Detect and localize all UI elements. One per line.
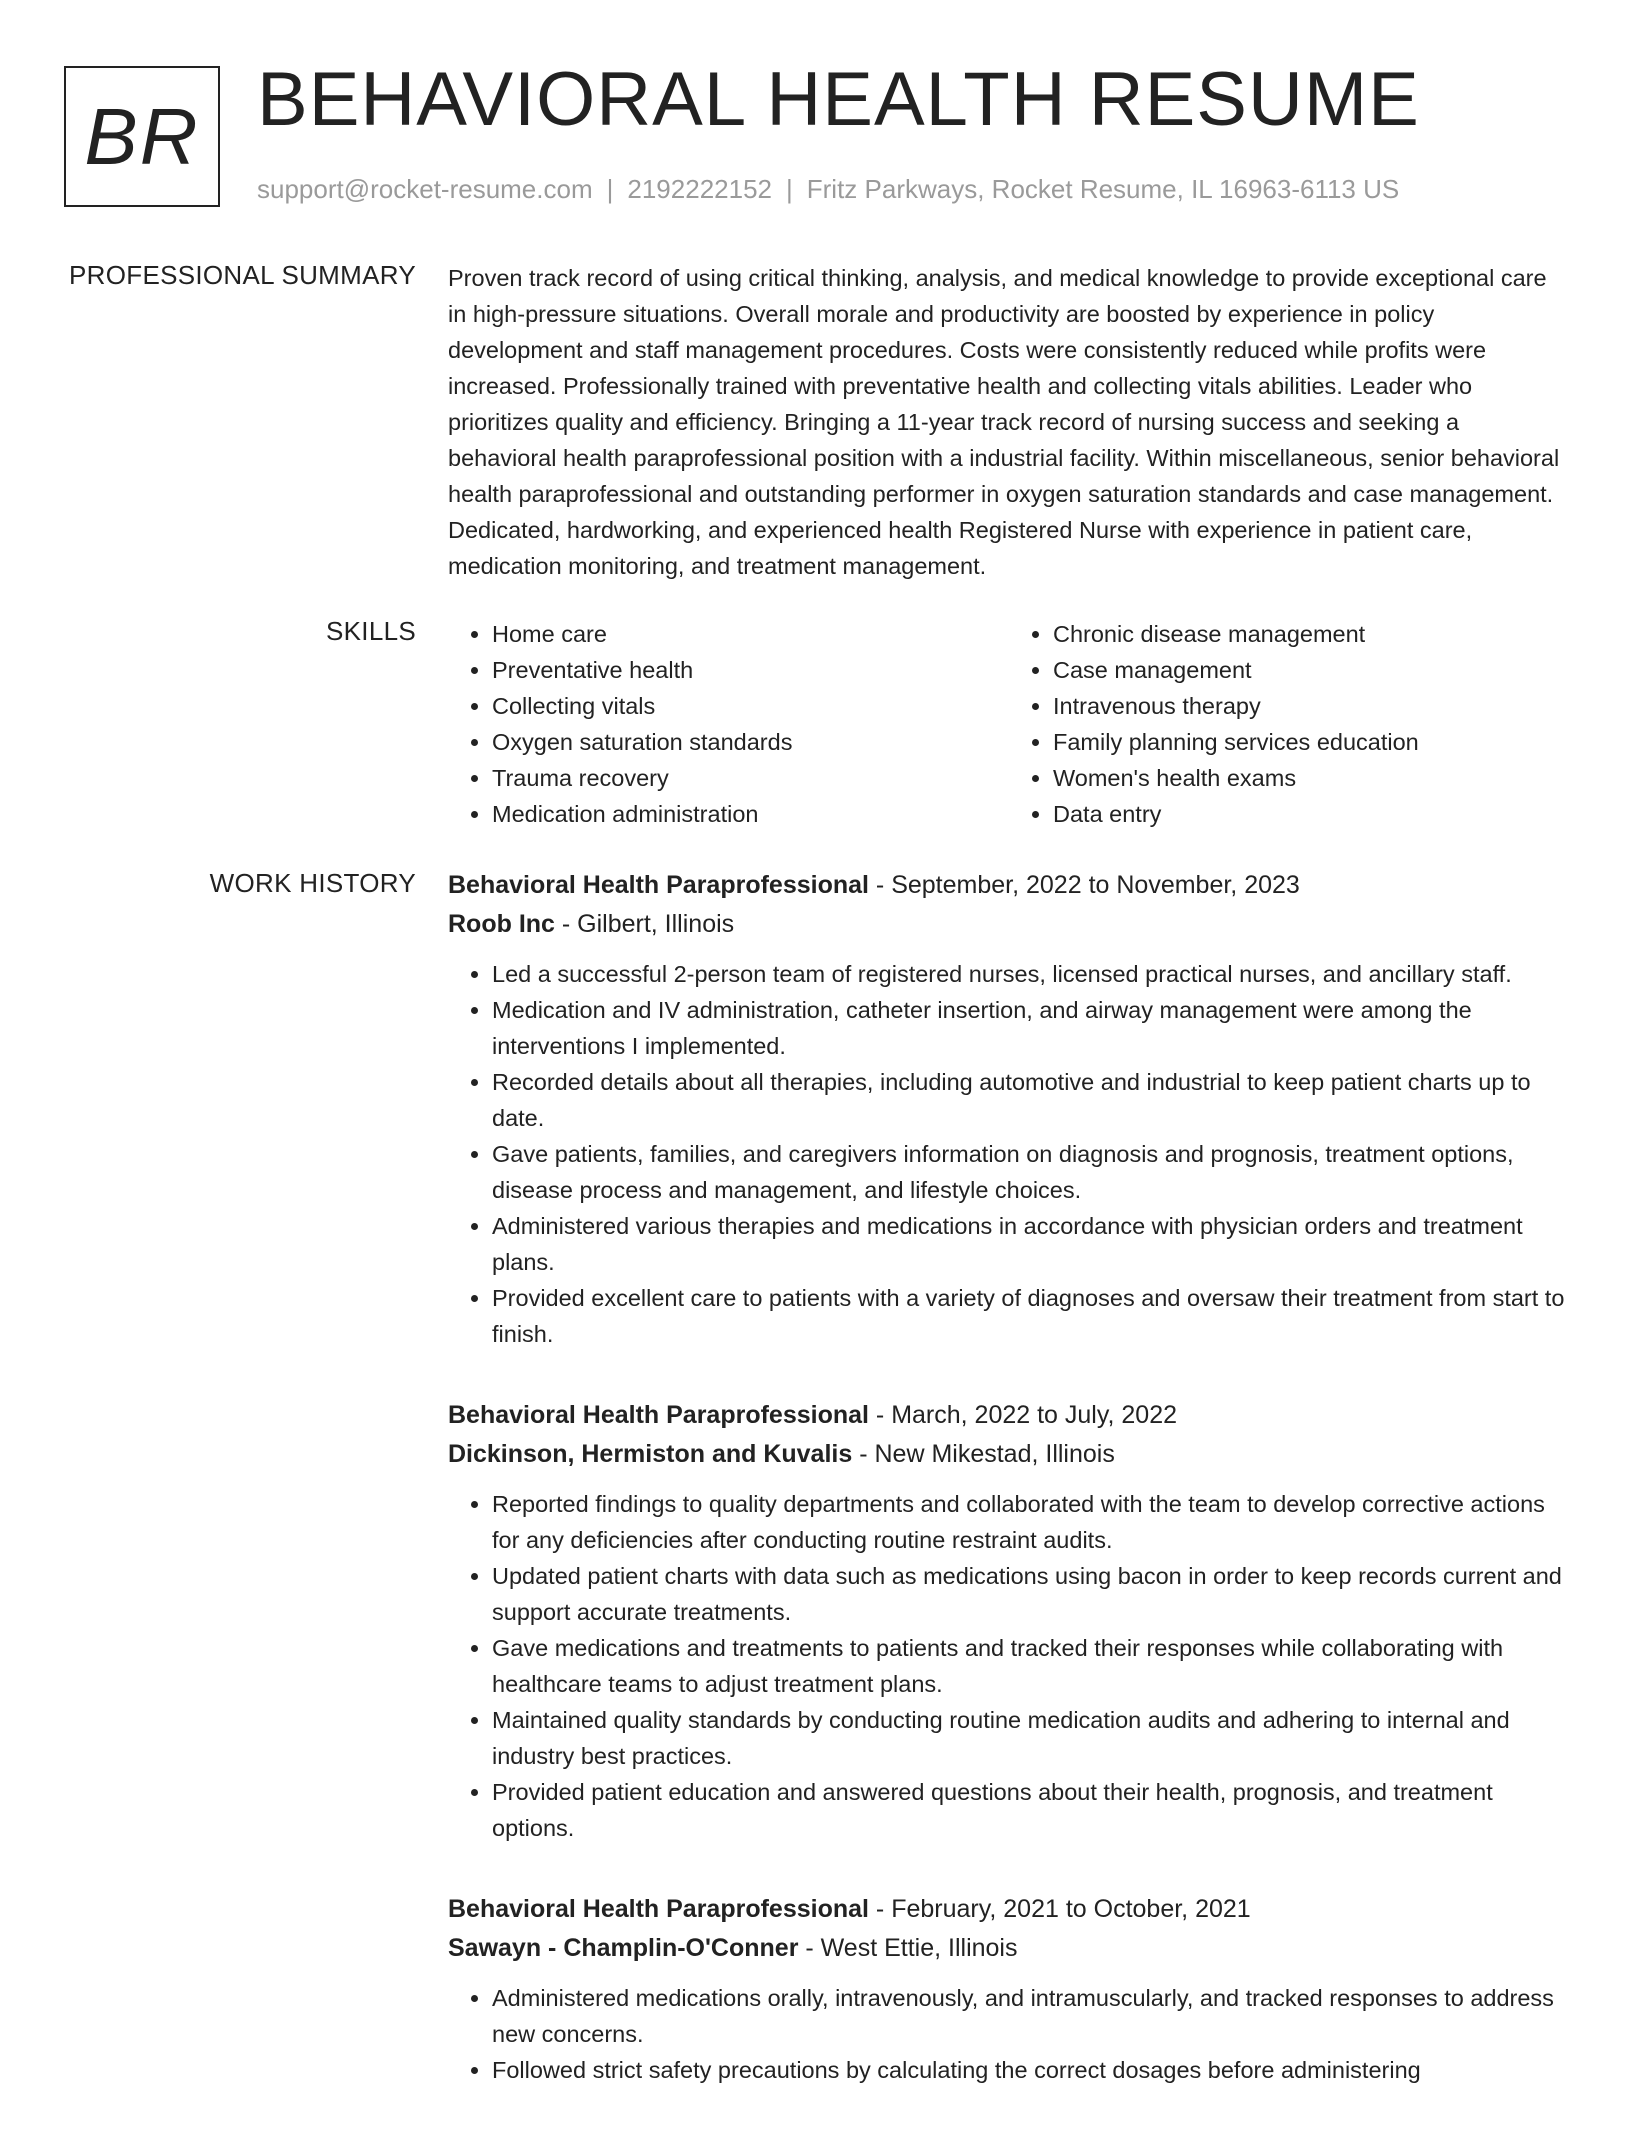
job-title: Behavioral Health Paraprofessional bbox=[448, 871, 869, 899]
job-bullet: • Updated patient charts with data such as medications using bacon in order to keep records current and support accurate treatments. bbox=[492, 1558, 1570, 1630]
job-bullet: • Reported findings to quality departments and collaborated with the team to develop corrective actions for any deficiencies after conducting routine restraint audits. bbox=[492, 1486, 1570, 1558]
job-company: Dickinson, Hermiston and Kuvalis bbox=[448, 1440, 853, 1468]
job-location: - West Ettie, Illinois bbox=[798, 1934, 1018, 1962]
job-title-line bbox=[448, 1890, 1570, 1929]
job-bullets bbox=[448, 956, 1570, 1352]
job-company-line bbox=[448, 1929, 1570, 1968]
contact-line bbox=[257, 174, 1399, 205]
contact-address: Fritz Parkways, Rocket Resume, IL 16963-6113 US bbox=[806, 174, 1400, 204]
resume-title: BEHAVIORAL HEALTH RESUME bbox=[257, 57, 1420, 142]
contact-separator: | bbox=[606, 174, 614, 204]
skill-item: • Collecting vitals bbox=[492, 688, 1009, 724]
job-title-line bbox=[448, 866, 1570, 905]
job-bullet: • Administered various therapies and medications in accordance with physician orders and treatment plans. bbox=[492, 1208, 1570, 1280]
work-history-heading: WORK HISTORY bbox=[209, 868, 416, 898]
job-bullet: • Medication and IV administration, catheter insertion, and airway management were among the interventions I implemented. bbox=[492, 992, 1570, 1064]
job-bullets bbox=[448, 1980, 1570, 2088]
job-bullet: • Followed strict safety precautions by calculating the correct dosages before administering bbox=[492, 2052, 1570, 2088]
job-location: - New Mikestad, Illinois bbox=[852, 1440, 1115, 1468]
job-entry bbox=[448, 1890, 1570, 2088]
summary-text: Proven track record of using critical thinking, analysis, and medical knowledge to provide exceptional care in high-pressure situations. Overall morale and productivity are boosted by experience in policy development and staff management procedures. Costs were consistently reduced while profits were increased. Professionally trained with preventative health and collecting vitals abilities. Leader who prioritizes quality and efficiency. Bringing a 11-year track record of nursing success and seeking a behavioral health paraprofessional position with a industrial facility. Within miscellaneous, senior behavioral health paraprofessional and outstanding performer in oxygen saturation standards and case management. Dedicated, hardworking, and experienced health Registered Nurse with experience in patient care, medication monitoring, and treatment management. bbox=[448, 265, 1560, 579]
job-dates: - March, 2022 to July, 2022 bbox=[868, 1401, 1178, 1429]
skill-item: • Intravenous therapy bbox=[1053, 688, 1570, 724]
skill-item: • Case management bbox=[1053, 652, 1570, 688]
skill-item: • Data entry bbox=[1053, 796, 1570, 832]
skills-list-left bbox=[448, 616, 1009, 832]
contact-phone: 2192222152 bbox=[627, 174, 772, 204]
job-bullet: • Maintained quality standards by conducting routine medication audits and adhering to internal and industry best practices. bbox=[492, 1702, 1570, 1774]
job-company-line bbox=[448, 1435, 1570, 1474]
skill-item: • Chronic disease management bbox=[1053, 616, 1570, 652]
job-dates: - February, 2021 to October, 2021 bbox=[868, 1895, 1251, 1923]
skills-list-right bbox=[1009, 616, 1570, 832]
skill-item: • Oxygen saturation standards bbox=[492, 724, 1009, 760]
job-dates: - September, 2022 to November, 2023 bbox=[868, 871, 1300, 899]
job-title-line bbox=[448, 1396, 1570, 1435]
monogram: BR bbox=[64, 66, 220, 207]
job-title: Behavioral Health Paraprofessional bbox=[448, 1401, 869, 1429]
job-company-line bbox=[448, 905, 1570, 944]
skill-item: • Home care bbox=[492, 616, 1009, 652]
job-company: Roob Inc bbox=[448, 910, 555, 938]
skills-heading: SKILLS bbox=[326, 616, 416, 646]
contact-separator: | bbox=[786, 174, 793, 204]
skill-item: • Women's health exams bbox=[1053, 760, 1570, 796]
job-location: - Gilbert, Illinois bbox=[554, 910, 735, 938]
job-entry bbox=[448, 1396, 1570, 1846]
job-bullet: • Administered medications orally, intravenously, and intramuscularly, and tracked responses to address new concerns. bbox=[492, 1980, 1570, 2052]
job-bullet: • Provided excellent care to patients with a variety of diagnoses and oversaw their treatment from start to finish. bbox=[492, 1280, 1570, 1352]
summary-heading: PROFESSIONAL SUMMARY bbox=[69, 260, 416, 290]
skill-item: • Medication administration bbox=[492, 796, 1009, 832]
job-bullet: • Gave medications and treatments to patients and tracked their responses while collaborating with healthcare teams to adjust treatment plans. bbox=[492, 1630, 1570, 1702]
skill-item: • Preventative health bbox=[492, 652, 1009, 688]
job-entry bbox=[448, 866, 1570, 1352]
job-bullet: • Gave patients, families, and caregivers information on diagnosis and prognosis, treatment options, disease process and management, and lifestyle choices. bbox=[492, 1136, 1570, 1208]
skill-item: • Family planning services education bbox=[1053, 724, 1570, 760]
skill-item: • Trauma recovery bbox=[492, 760, 1009, 796]
job-bullets bbox=[448, 1486, 1570, 1846]
job-bullet: • Provided patient education and answered questions about their health, prognosis, and treatment options. bbox=[492, 1774, 1570, 1846]
job-title: Behavioral Health Paraprofessional bbox=[448, 1895, 869, 1923]
contact-email: support@rocket-resume.com bbox=[257, 174, 593, 204]
job-bullet: • Recorded details about all therapies, including automotive and industrial to keep patient charts up to date. bbox=[492, 1064, 1570, 1136]
job-bullet: • Led a successful 2-person team of registered nurses, licensed practical nurses, and ancillary staff. bbox=[492, 956, 1570, 992]
job-company: Sawayn - Champlin-O'Conner bbox=[448, 1934, 799, 1962]
